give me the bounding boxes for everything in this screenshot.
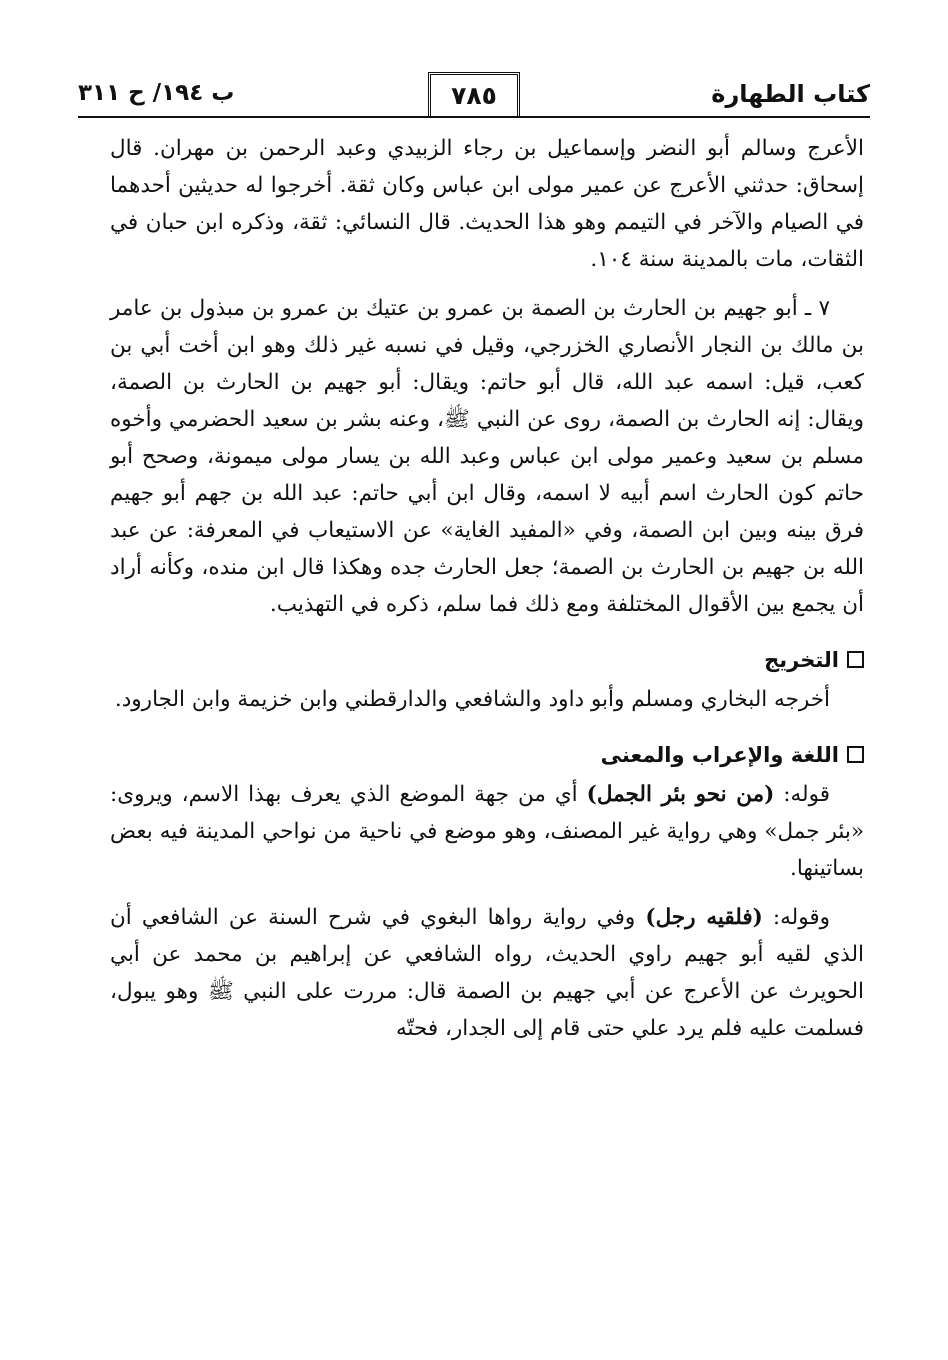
paragraph-5-term: (فلقيه رجل): [645, 905, 763, 930]
paragraph-5: [110, 899, 864, 1047]
paragraph-1: الأعرج وسالم أبو النضر وإسماعيل بن رجاء الزبيدي وعبد الرحمن بن مهران. قال إسحاق: حدثني الأعرج عن عمير مولى ابن عباس وكان ثقة. أخرجوا له حديثين أحدهما في الصيام والآخر في التيمم وهو هذا الحديث. قال النسائي: ثقة، وذكره ابن حبان في الثقات، مات بالمدينة سنة ١٠٤.: [110, 136, 864, 272]
paragraph-4-lead: قوله:: [774, 782, 830, 807]
square-bullet-icon: [847, 746, 864, 763]
page-number: ٧٨٥: [428, 72, 520, 117]
section-heading-takhrij: [110, 643, 864, 677]
square-bullet-icon: [847, 651, 864, 668]
heading-label: اللغة والإعراب والمعنى: [600, 743, 839, 767]
heading-label: التخريج: [764, 648, 839, 672]
header-divider: [78, 116, 870, 118]
chapter-reference: ب ١٩٤/ ح ٣١١: [78, 80, 235, 106]
paragraph-5-rest: وفي رواية رواها البغوي في شرح السنة عن الشافعي أن الذي لقيه أبو جهيم راوي الحديث، رواه الشافعي عن إبراهيم بن محمد عن أبي الحويرث عن الأعرج عن أبي جهيم بن الصمة قال: مررت على النبي ﷺ وهو يبول، فسلمت عليه فلم يرد علي حتى قام إلى الجدار، فحتّه: [110, 905, 864, 1041]
paragraph-2: ٧ ـ أبو جهيم بن الحارث بن الصمة بن عمرو بن عتيك بن عمرو بن مبذول بن عامر بن مالك بن النجار الأنصاري الخزرجي، وقيل في نسبه غير ذلك وهو ابن أخت أبي بن كعب، قيل: اسمه عبد الله، قال أبو حاتم: ويقال: أبو جهيم بن الحارث بن الصمة، ويقال: إنه الحارث بن الصمة، روى عن النبي ﷺ، وعنه بشر بن سعيد الحضرمي وأخوه مسلم بن سعيد وعمير مولى ابن عباس وعبد الله بن يسار مولى ميمونة، وصحح أبو حاتم كون الحارث اسم أبيه لا اسمه، وقال ابن أبي حاتم: عبد الله بن جهم أبو جهيم فرق بينه وبين ابن الصمة، وفي «المفيد الغاية» عن الاستيعاب في المعرفة: عن عبد الله بن جهيم بن الحارث بن الصمة؛ جعل الحارث جده وهكذا قال ابن منده، وكأنه أراد أن يجمع بين الأقوال المختلفة ومع ذلك فما سلم، ذكره في التهذيب.: [110, 296, 864, 617]
paragraph-4: [110, 776, 864, 887]
book-title: كتاب الطهارة: [711, 80, 870, 108]
paragraph-takhrij: أخرجه البخاري ومسلم وأبو داود والشافعي والدارقطني وابن خزيمة وابن الجارود.: [114, 687, 830, 712]
page-header: [78, 72, 870, 122]
section-heading-lugha: [110, 738, 864, 772]
paragraph-4-rest: أي من جهة الموضع الذي يعرف بهذا الاسم، ويروى: «بئر جمل» وهي رواية غير المصنف، وهو موضع في ناحية من نواحي المدينة فيه بعض بساتينها.: [110, 782, 864, 881]
main-text: [110, 130, 864, 1047]
paragraph-5-lead: وقوله:: [762, 905, 830, 930]
paragraph-4-term: (من نحو بئر الجمل): [586, 782, 775, 807]
